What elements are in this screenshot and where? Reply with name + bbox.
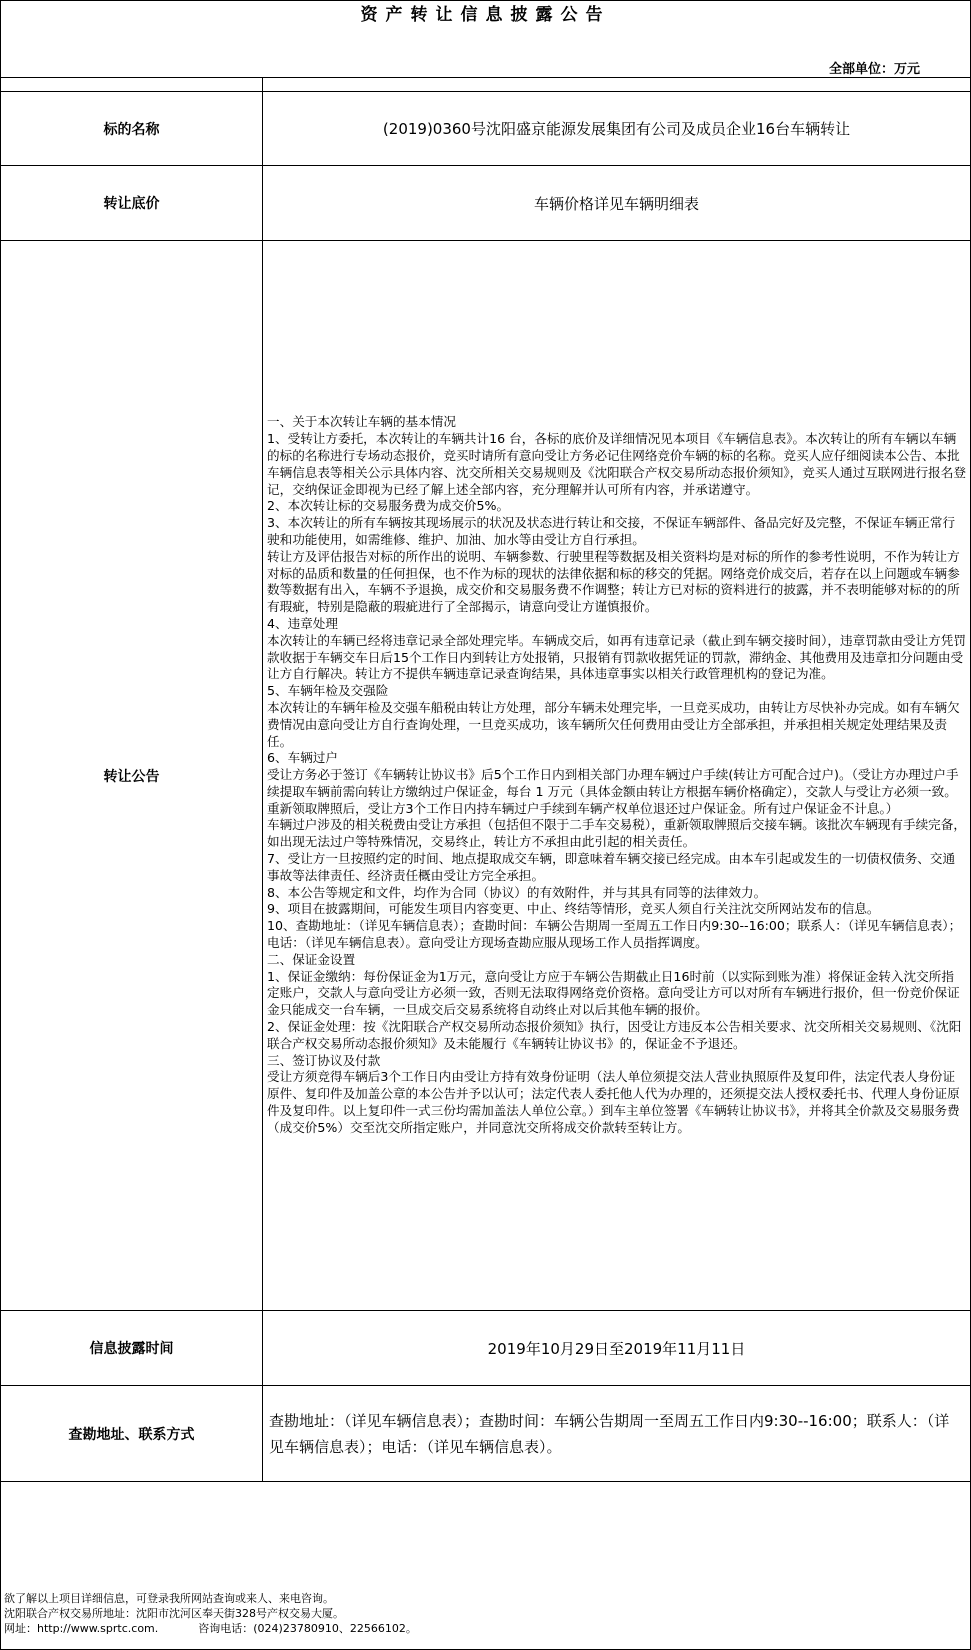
- spacer-row: [1, 78, 971, 92]
- notice-content: [263, 241, 971, 1311]
- notice-paragraph: 8、本公告等规定和文件，均作为合同（协议）的有效附件，并与其具有同等的法律效力。: [267, 884, 767, 900]
- footer-info: 欲了解以上项目详细信息，可登录我所网站查询或来人、来电咨询。: [4, 1592, 334, 1605]
- footer-phone: 咨询电话：(024)23780910、22566102。: [198, 1622, 417, 1635]
- base-price-label: 转让底价: [1, 166, 263, 241]
- footer-web-phone: [4, 1621, 417, 1636]
- row-contact: [1, 1386, 971, 1482]
- notice-paragraph: 6、车辆过户: [267, 750, 338, 766]
- notice-paragraph: 9、项目在披露期间，可能发生项目内容变更、中止、终结等情形，竞买人须自行关注沈交所网站发布的信息。: [267, 901, 880, 917]
- notice-paragraph: 2、保证金处理：按《沈阳联合产权交易所动态报价须知》执行，因受让方违反本公告相关要求、沈交所相关交易规则、《沈阳联合产权交易所动态报价须知》及未能履行《车辆转让协议书》的，保证金不予退还。: [267, 1019, 962, 1051]
- notice-paragraph: 7、受让方一旦按照约定的时间、地点提取成交车辆，即意味着车辆交接已经完成。由本车引起或发生的一切债权债务、交通事故等法律责任、经济责任概由受让方完全承担。: [267, 851, 956, 883]
- notice-paragraph: 二、保证金设置: [267, 951, 356, 967]
- row-disclosure-period: [1, 1311, 971, 1386]
- spacer-cell-left: [1, 78, 263, 92]
- notice-paragraph: 转让方及评估报告对标的所作出的说明、车辆参数、行驶里程等数据及相关资料均是对标的所作的参考性说明，不作为转让方对标的品质和数量的任何担保，也不作为标的现状的法律依据和标的移交的凭据。网络竞价成交后，若存在以上问题或车辆参数等数据有出入，车辆不予退换，成交价和交易服务费不作调整；转让方已对标的资料进行的披露，并不表明能够对标的的所有瑕疵，特别是隐蔽的瑕疵进行了全部揭示，请意向受让方谨慎报价。: [267, 548, 960, 615]
- notice-paragraph: 1、受转让方委托，本次转让的车辆共计16 台，各标的底价及详细情况见本项目《车辆信息表》。本次转让的所有车辆以车辆的标的名称进行专场动态报价，竞买时请所有意向受让方务必记住网络竞价车辆的标的名称。竞买人应仔细阅读本公告、本批车辆信息表等相关公示具体内容、沈交所相关交易规则及《沈阳联合产权交易所动态报价须知》，竞买人通过互联网进行报名登记，交纳保证金即视为已经了解上述全部内容，充分理解并认可所有内容，并承诺遵守。: [267, 431, 966, 497]
- notice-paragraph: 1、保证金缴纳：每份保证金为1万元，意向受让方应于车辆公告期截止日16时前（以实际到账为准）将保证金转入沈交所指定账户，交款人与意向受让方必须一致，否则无法取得网络竞价资格。意向受让方可以对所有车辆进行报价，但一份竞价保证金只能成交一台车辆，一旦成交后交易系统将自动终止对以后其他车辆的报价。: [267, 968, 960, 1018]
- notice-body: [263, 414, 970, 1136]
- notice-paragraph: 受让方务必于签订《车辆转让协议书》后5个工作日内到相关部门办理车辆过户手续(转让方可配合过户)。（受让方办理过户手续提取车辆前需向转让方缴纳过户保证金，每台 1 万元（具体金额由转让方根据车辆价格确定），交款人与受让方必须一致。重新领取牌照后，受让方3个工作日内持车辆过户手续到车辆产权单位退还过户保证金。所有过户保证金不计息。）: [267, 767, 959, 816]
- target-name-value: (2019)0360号沈阳盛京能源发展集团有公司及成员企业16台车辆转让: [263, 92, 971, 166]
- notice-paragraph: 一、关于本次转让车辆的基本情况: [267, 414, 456, 430]
- notice-paragraph: 受让方须竞得车辆后3个工作日内由受让方持有效身份证明（法人单位须提交法人营业执照原件及复印件，法定代表人身份证原件、复印件及加盖公章的本公告并予以认可；法定代表人委托他人代为办理的，还须提交法人授权委托书、代理人身份证原件及复印件。以上复印件一式三份均需加盖法人单位公章。）到车主单位签署《车辆转让协议书》，并将其全价款及交易服务费（成交价5%）交至沈交所指定账户，并同意沈交所将成交价款转至转让方。: [267, 1069, 960, 1135]
- unit-note: 全部单位：万元: [828, 62, 920, 77]
- row-base-price: [1, 166, 971, 241]
- row-target-name: [1, 92, 971, 166]
- footer-address: 沈阳联合产权交易所地址：沈阳市沈河区奉天街328号产权交易大厦。: [4, 1607, 344, 1620]
- notice-paragraph: 本次转让的车辆已经将违章记录全部处理完毕。车辆成交后，如再有违章记录（截止到车辆交接时间），违章罚款由受让方凭罚款收据于车辆交车日后15个工作日内到转让方处报销，只报销有罚款收据凭证的罚款，滞纳金、其他费用及违章扣分问题由受让方自行解决。转让方不提供车辆违章记录查询结果，具体违章事实以相关行政管理机构的登记为准。: [267, 632, 966, 682]
- notice-paragraph: 车辆过户涉及的相关税费由受让方承担（包括但不限于二手车交易税），重新领取牌照后交接车辆。该批次车辆现有手续完备，如出现无法过户等特殊情况，交易终止，转让方不承担由此引起的相关责任。: [267, 817, 966, 850]
- page-title: 资产转让信息披露公告: [360, 5, 611, 25]
- disclosure-period-value: 2019年10月29日至2019年11月11日: [263, 1311, 971, 1386]
- spacer-cell-right: [263, 78, 971, 92]
- footer: [4, 1591, 417, 1636]
- notice-paragraph: 4、违章处理: [267, 615, 338, 631]
- notice-paragraph: 5、车辆年检及交强险: [267, 683, 389, 699]
- base-price-value: 车辆价格详见车辆明细表: [263, 166, 971, 241]
- contact-value: 查勘地址：（详见车辆信息表）；查勘时间：车辆公告期周一至周五工作日内9:30--16:00；联系人：（详见车辆信息表）；电话：（详见车辆信息表）。: [263, 1386, 971, 1482]
- notice-paragraph: 三、签订协议及付款: [267, 1052, 381, 1068]
- notice-paragraph: 2、本次转让标的交易服务费为成交价5%。: [267, 498, 510, 514]
- notice-paragraph: 10、查勘地址：（详见车辆信息表）；查勘时间：车辆公告期周一至周五工作日内9:30--16:00；联系人：（详见车辆信息表）；电话：（详见车辆信息表）。意向受让方现场查勘应服从现场工作人员指挥调度。: [267, 918, 962, 951]
- notice-table: [0, 77, 971, 1482]
- notice-paragraph: 3、本次转让的所有车辆按其现场展示的状况及状态进行转让和交接，不保证车辆部件、备品完好及完整，不保证车辆正常行驶和功能使用，如需维修、维护、加油、加水等由受让方自行承担。: [267, 515, 956, 547]
- contact-label: 查勘地址、联系方式: [1, 1386, 263, 1482]
- notice-label: 转让公告: [1, 241, 263, 1311]
- notice-paragraph: 本次转让的车辆年检及交强车船税由转让方处理，部分车辆未处理完毕，一旦竞买成功，由转让方尽快补办完成。如有车辆欠费情况由意向受让方自行查询处理，一旦竞买成功，该车辆所欠任何费用由受让方全部承担，并承担相关规定处理结果及责任。: [267, 699, 960, 749]
- target-name-label: 标的名称: [1, 92, 263, 166]
- row-notice: [1, 241, 971, 1311]
- footer-website[interactable]: 网址：http://www.sprtc.com.: [4, 1622, 159, 1635]
- disclosure-period-label: 信息披露时间: [1, 1311, 263, 1386]
